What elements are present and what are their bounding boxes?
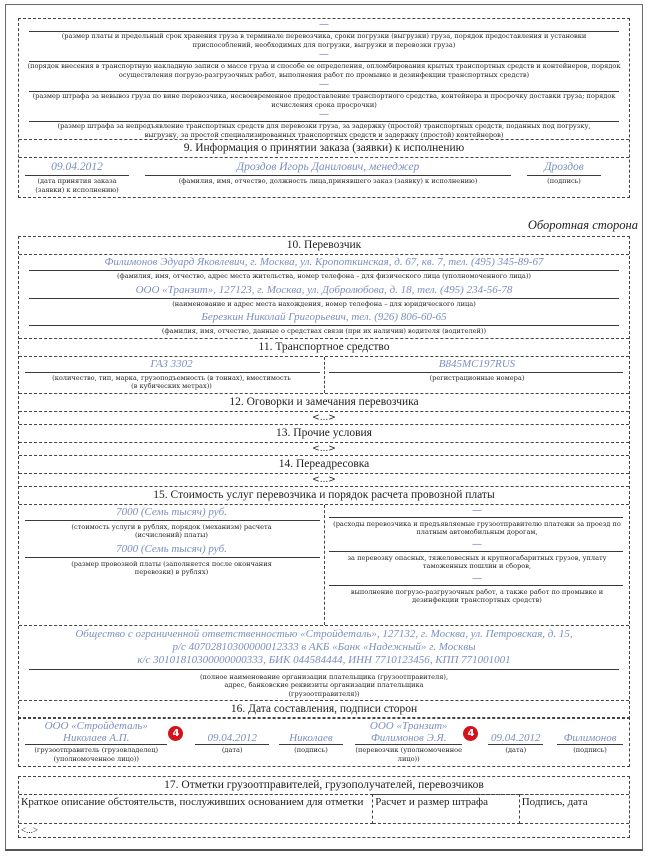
s10-row[interactable]: Березкин Николай Григорьевич, тел. (926) 806-60-65 (фамилия, имя, отчество, данные о средствах связи (при их наличии) водителя (водителей)) — [19, 310, 629, 339]
section-10-15-block — [18, 236, 630, 719]
section-13-title: 13. Прочие условия — [19, 425, 629, 443]
s9-date-field[interactable]: 09.04.2012 (дата принятия заказа (заявки) к исполнению) — [23, 160, 131, 196]
s14-value[interactable]: <...> — [19, 474, 629, 487]
s11-vehicle-field[interactable]: ГАЗ 3302 (количество, тип, марка, грузоподъемность (в тоннах), вместимость (в кубических метрах)) — [19, 357, 324, 393]
s16-carrier-sign[interactable]: Филимонов (подпись) — [555, 720, 625, 765]
section-17-title: 17. Отметки грузоотправителей, грузополучателей, перевозчиков — [19, 777, 629, 795]
s8-item: — (размер платы и предельный срок хранения груза в терминале перевозчика, сроки погрузки (выгрузки) груза, порядок предоставления и установки приспособлений, необходимых для погрузки, выгрузки и перевозки груза) — [19, 19, 629, 49]
s9-person-field[interactable]: Дроздов Игорь Данилович, менеджер (фамилия, имя, отчество, должность лица,принявшего заказ (заявку) к исполнению) — [131, 160, 513, 196]
section-8-9-block — [18, 18, 630, 198]
section-16-title: 16. Дата составления, подписи сторон — [230, 703, 418, 715]
footnote-badge: 4 — [168, 726, 183, 741]
s16-carrier-date[interactable]: 09.04.2012 (дата) — [486, 720, 545, 765]
s15-loading-field[interactable]: — выполнение погрузо-разгрузочных работ, а также работ по промывке и дезинфекции транспортных средств) — [325, 573, 629, 607]
s17-value[interactable]: <...> — [19, 824, 629, 839]
s12-value[interactable]: <...> — [19, 412, 629, 425]
section-12-title: 12. Оговорки и замечания перевозчика — [19, 394, 629, 412]
section-17-block — [18, 776, 630, 838]
s15-payer-field[interactable]: Общество с ограниченной ответственностью «Стройдеталь», 127132, г. Москва, ул. Петровская, д. 15, р/с 40702810300000012333 в АКБ «Банк «Надежный» г. Москвы к/с 30101810300000000333, БИК 044584444, ИНН 7710123456, КПП 771001001 (полное наименование организации плательщика (грузоотправителя), адрес, банковские реквизиты организации плательщика (грузоотправителя)) — [19, 626, 629, 702]
section-9-title: 9. Информация о принятии заказа (заявки) к исполнению — [19, 139, 629, 158]
s17-col-description: Краткое описание обстоятельств, послуживших основанием для отметки — [19, 795, 373, 824]
s13-value[interactable]: <...> — [19, 443, 629, 456]
s15-toll-field[interactable]: — (расходы перевозчика и предъявляемые грузоотправителю платежи за проезд по платным автомобильным дорогам, — [325, 505, 629, 539]
s17-col-penalty: Расчет и размер штрафа — [373, 795, 519, 824]
s8-item: — (порядок внесения в транспортную накладную записи о массе груза и способе ее определения, опломбирования крытых транспортных средств и контейнеров, порядок осуществления погрузо-разгрузочных работ, выполнения работ по промывке и дезинфекции транспортных средств) — [27, 49, 621, 79]
s11-reg-field[interactable]: В845МС197RUS (регистрационные номера) — [324, 357, 629, 393]
s16-shipper-sign[interactable]: Николаев (подпись) — [277, 720, 345, 765]
s17-col-signature: Подпись, дата — [519, 795, 629, 824]
s8-item: — (размер штрафа за непредъявление транспортных средств для перевозки груза, за задержку (простой) транспортных средств, поданных под погрузку, выгрузку, за простой специализированных транспортных средств и задержку (простой) контейнеров) — [19, 109, 629, 139]
footnote-badge: 4 — [463, 726, 478, 741]
section-16-signatures — [18, 717, 630, 767]
s15-hazard-field[interactable]: — за перевозку опасных, тяжеловесных и крупногабаритных грузов, уплату таможенных пошлин и сборов, — [325, 539, 629, 573]
s16-carrier-field[interactable]: ООО «Транзит» Филимонов Э.Я. 4 (перевозчик (уполномоченное лицо)) — [353, 720, 465, 765]
s10-row[interactable]: Филимонов Эдуард Яковлевич, г. Москва, ул. Кропоткинская, д. 67, кв. 7, тел. (495) 345-89-67 (фамилия, имя, отчество, адрес места жительства, номер телефона – для физического лица (уполномоченного лица)) — [19, 255, 629, 283]
s8-item: — (размер штрафа за невывоз груза по вине перевозчика, несвоевременное предоставление транспортного средства, контейнера и просрочку доставки груза; порядок исчисления срока просрочки) — [19, 79, 629, 109]
s9-sign-field[interactable]: Дроздов (подпись) — [513, 160, 603, 196]
s10-row[interactable]: ООО «Транзит», 127123, г. Москва, ул. Добролюбова, д. 18, тел. (495) 234-56-78 (наименование и адрес места нахождения, номер телефона – для юридического лица) — [19, 283, 629, 311]
reverse-side-label: Оборотная сторона — [527, 218, 638, 232]
s15-cost-field[interactable]: 7000 (Семь тысяч) руб. (стоимость услуги в рублях, порядок (механизм) расчета (исчислений) платы) — [19, 505, 324, 542]
section-15-title: 15. Стоимость услуг перевозчика и порядок расчета провозной платы — [19, 487, 629, 505]
s16-shipper-field[interactable]: ООО «Стройдеталь» Николаев А.П. 4 (грузоотправитель (грузовладелец) (уполномоченное лицо)) — [23, 720, 169, 765]
s16-shipper-date[interactable]: 09.04.2012 (дата) — [193, 720, 270, 765]
section-14-title: 14. Переадресовка — [19, 456, 629, 474]
section-11-title: 11. Транспортное средство — [19, 339, 629, 357]
s15-freight-field[interactable]: 7000 (Семь тысяч) руб. (размер провозной платы (заполняется после окончания перевозки) в рублях) — [19, 542, 324, 579]
section-10-title: 10. Перевозчик — [19, 237, 629, 255]
